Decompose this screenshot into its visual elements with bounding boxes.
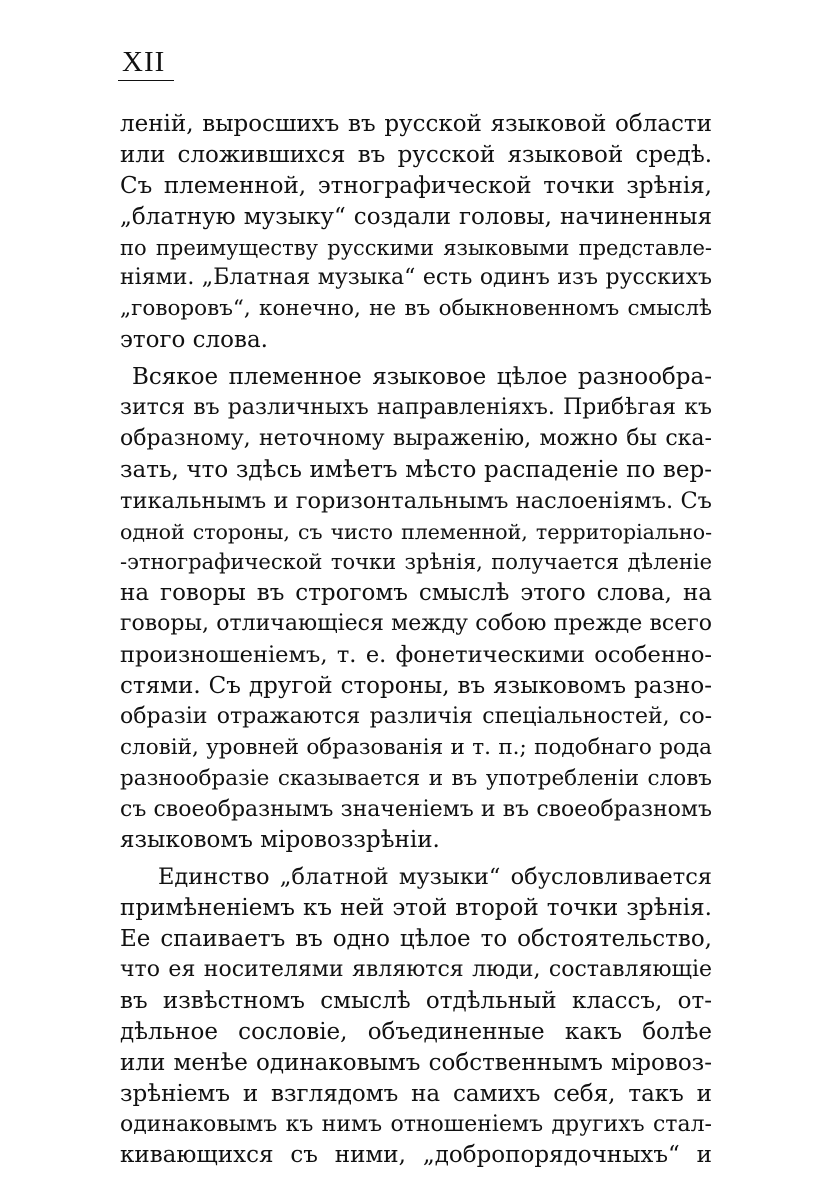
text-line: леній, выросшихъ въ русской языковой области: [120, 111, 712, 137]
text-line: словій, уровней образованія и т. п.; подобнаго рода: [120, 734, 712, 760]
text-line: Съ племенной, этнографической точки зрѣнія,: [120, 172, 712, 199]
paragraph: [120, 109, 712, 356]
text-line: дѣльное сословіе, объединенные какъ болѣе: [120, 1018, 712, 1045]
paragraph: [120, 362, 712, 856]
text-line: или менѣе одинаковымъ собственнымъ міровоз-: [120, 1049, 712, 1076]
text-line: зать, что здѣсь имѣетъ мѣсто распаденіе по вер-: [120, 456, 712, 483]
body-text: [120, 109, 712, 1171]
text-line: разнообразіе сказывается и въ употребленіи словъ: [120, 765, 712, 791]
paragraph: [120, 862, 712, 1171]
text-line: или сложившихся въ русской языковой средѣ.: [120, 141, 712, 168]
text-line: стями. Съ другой стороны, въ языковомъ разно-: [120, 673, 712, 700]
text-line: съ своеобразнымъ значеніемъ и въ своеобразномъ: [120, 796, 712, 822]
text-line: въ извѣстномъ смыслѣ отдѣльный классъ, от-: [120, 987, 712, 1014]
text-line: „блатную музыку“ создали головы, начиненныя: [120, 203, 712, 230]
text-line: зрѣніемъ и взглядомъ на самихъ себя, такъ и: [120, 1080, 712, 1107]
text-line: Всякое племенное языковое цѣлое разнообра-: [132, 364, 712, 391]
text-line: -этнографической точки зрѣнія, получается дѣленіе: [120, 550, 712, 575]
page-number: XII: [122, 46, 166, 78]
text-line: Ее спаиваетъ въ одно цѣлое то обстоятельство,: [120, 926, 712, 953]
text-line: одинаковымъ къ нимъ отношеніемъ другихъ стал-: [120, 1111, 712, 1137]
page-number-rule: [118, 80, 174, 81]
text-line: что ея носителями являются люди, составляющіе: [120, 957, 712, 983]
text-line: примѣненіемъ къ ней этой второй точки зрѣнія.: [120, 895, 712, 922]
text-line: одной стороны, съ чисто племенной, территоріально-: [120, 519, 712, 544]
text-line: образіи отражаются различія спеціальностей, со-: [120, 703, 712, 729]
text-line: тикальнымъ и горизонтальнымъ наслоеніямъ. Съ: [120, 487, 712, 514]
text-line: „говоровъ“, конечно, не въ обыкновенномъ смыслѣ: [120, 296, 712, 322]
text-line: зится въ различныхъ направленіяхъ. Прибѣгая къ: [120, 395, 712, 421]
text-line: на говоры въ строгомъ смыслѣ этого слова, на: [120, 580, 712, 607]
text-line: Единство „блатной музыки“ обусловливается: [158, 864, 712, 891]
text-line: ніями. „Блатная музыка“ есть одинъ изъ русскихъ: [120, 265, 712, 291]
text-line: кивающихся съ ними, „добропорядочныхъ“ и: [120, 1142, 712, 1169]
text-line: произношеніемъ, т. е. фонетическими особенно-: [120, 642, 712, 669]
text-line: образному, неточному выраженію, можно бы ска-: [120, 425, 712, 451]
text-line: языковомъ міровоззрѣніи.: [120, 827, 440, 854]
text-line: говоры, отличающіеся между собою прежде всего: [120, 611, 712, 637]
text-line: по преимуществу русскими языковыми представле-: [120, 235, 712, 260]
text-line: этого слова.: [120, 327, 268, 354]
